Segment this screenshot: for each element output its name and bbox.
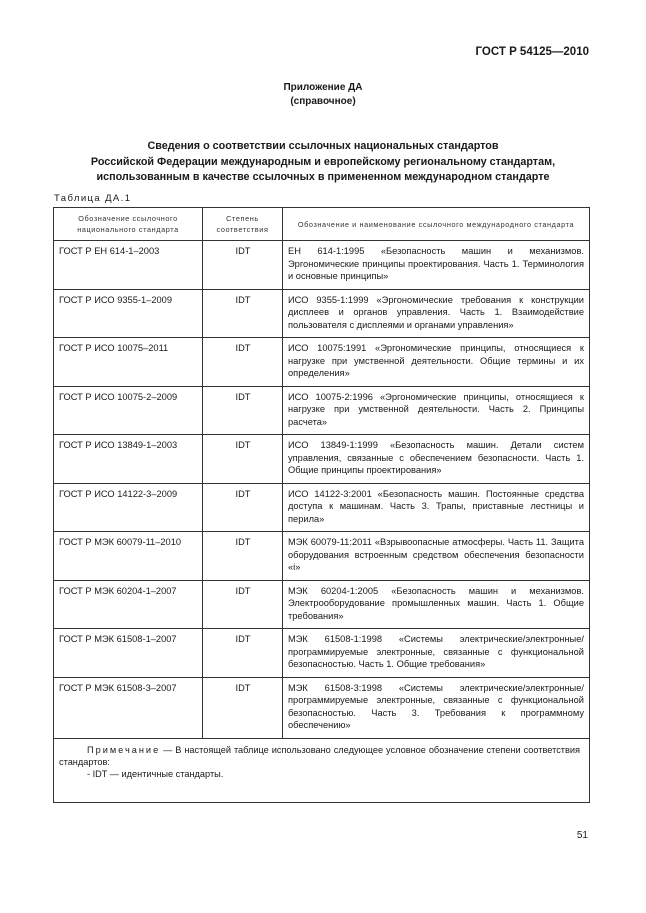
- column-header-national: Обозначение ссылочного национального стандарта: [54, 208, 203, 241]
- note-paragraph: [59, 744, 580, 768]
- column-header-degree: Степень соответствия: [203, 208, 283, 241]
- international-standard-cell: ИСО 9355-1:1999 «Эргономические требования к конструкции дисплеев и органов управления. Часть 1. Взаимодействие пользователя с дисплеями и органами управления»: [283, 289, 590, 338]
- degree-cell: IDT: [203, 338, 283, 387]
- degree-cell: IDT: [203, 435, 283, 484]
- correspondence-table: [53, 207, 590, 803]
- international-standard-cell: ИСО 10075-2:1996 «Эргономические принципы, относящиеся к нагрузке при умственной деятельности. Часть 2. Принципы расчета»: [283, 386, 590, 435]
- table-row: [54, 338, 590, 387]
- degree-cell: IDT: [203, 580, 283, 629]
- section-heading: [40, 139, 606, 186]
- table-row: [54, 289, 590, 338]
- national-standard-cell: ГОСТ Р ЕН 614-1–2003: [54, 241, 203, 290]
- degree-cell: IDT: [203, 629, 283, 678]
- note-label: Примечание: [87, 744, 161, 755]
- column-header-international: Обозначение и наименование ссылочного международного стандарта: [283, 208, 590, 241]
- national-standard-cell: ГОСТ Р МЭК 60079-11–2010: [54, 532, 203, 581]
- international-standard-cell: МЭК 60204-1:2005 «Безопасность машин и механизмов. Электрооборудование промышленных машин. Часть 1. Общие требования»: [283, 580, 590, 629]
- heading-line-1: Сведения о соответствии ссылочных национальных стандартов: [147, 140, 499, 152]
- annex-title-block: [0, 81, 646, 109]
- table-note-row: [54, 738, 590, 802]
- degree-cell: IDT: [203, 241, 283, 290]
- degree-cell: IDT: [203, 532, 283, 581]
- international-standard-cell: ЕН 614-1:1995 «Безопасность машин и механизмов. Эргономические принципы проектирования. Часть 1. Терминология и основные принципы»: [283, 241, 590, 290]
- international-standard-cell: МЭК 61508-3:1998 «Системы электрические/электронные/ программируемые электронные, связанные с функциональной безопасностью. Часть 3. Требования к программному обеспечению»: [283, 677, 590, 738]
- table-row: [54, 435, 590, 484]
- table-header-row: [54, 208, 590, 241]
- note-text: — В настоящей таблице использовано следующее условное обозначение степени соответствия стандартов:: [59, 744, 580, 767]
- table-row: [54, 580, 590, 629]
- international-standard-cell: МЭК 60079-11:2011 «Взрывоопасные атмосферы. Часть 11. Защита оборудования встроенным средством обеспечения безопасности «i»: [283, 532, 590, 581]
- table-caption: Таблица ДА.1: [54, 193, 132, 204]
- heading-line-2: Российской Федерации международным и европейскому региональному стандартам,: [90, 155, 556, 168]
- degree-cell: IDT: [203, 386, 283, 435]
- national-standard-cell: ГОСТ Р ИСО 14122-3–2009: [54, 483, 203, 532]
- table-row: [54, 532, 590, 581]
- table-row: [54, 677, 590, 738]
- table-row: [54, 386, 590, 435]
- annex-subtitle: (справочное): [290, 96, 356, 107]
- degree-cell: IDT: [203, 483, 283, 532]
- degree-cell: IDT: [203, 677, 283, 738]
- national-standard-cell: ГОСТ Р МЭК 60204-1–2007: [54, 580, 203, 629]
- international-standard-cell: ИСО 13849-1:1999 «Безопасность машин. Детали систем управления, связанные с обеспечением безопасности. Часть 1. Общие принципы проектирования»: [283, 435, 590, 484]
- national-standard-cell: ГОСТ Р ИСО 10075-2–2009: [54, 386, 203, 435]
- note-list-item: - IDT — идентичные стандарты.: [87, 768, 224, 779]
- international-standard-cell: ИСО 10075:1991 «Эргономические принципы, относящиеся к нагрузке при умственной деятельности. Общие термины и их определения»: [283, 338, 590, 387]
- document-id: ГОСТ Р 54125—2010: [475, 46, 589, 58]
- national-standard-cell: ГОСТ Р ИСО 9355-1–2009: [54, 289, 203, 338]
- table-row: [54, 629, 590, 678]
- table-note: [54, 738, 590, 802]
- table-row: [54, 241, 590, 290]
- national-standard-cell: ГОСТ Р ИСО 13849-1–2003: [54, 435, 203, 484]
- national-standard-cell: ГОСТ Р ИСО 10075–2011: [54, 338, 203, 387]
- degree-cell: IDT: [203, 289, 283, 338]
- international-standard-cell: ИСО 14122-3:2001 «Безопасность машин. Постоянные средства доступа к машинам. Часть 3. Трапы, приставные лестницы и перила»: [283, 483, 590, 532]
- table-row: [54, 483, 590, 532]
- national-standard-cell: ГОСТ Р МЭК 61508-3–2007: [54, 677, 203, 738]
- heading-line-3: использованным в качестве ссылочных в примененном международном стандарте: [96, 171, 550, 183]
- international-standard-cell: МЭК 61508-1:1998 «Системы электрические/электронные/ программируемые электронные, связанные с функциональной безопасностью. Часть 1. Общие требования»: [283, 629, 590, 678]
- annex-title: Приложение ДА: [283, 82, 363, 93]
- page-number: 51: [576, 830, 588, 841]
- national-standard-cell: ГОСТ Р МЭК 61508-1–2007: [54, 629, 203, 678]
